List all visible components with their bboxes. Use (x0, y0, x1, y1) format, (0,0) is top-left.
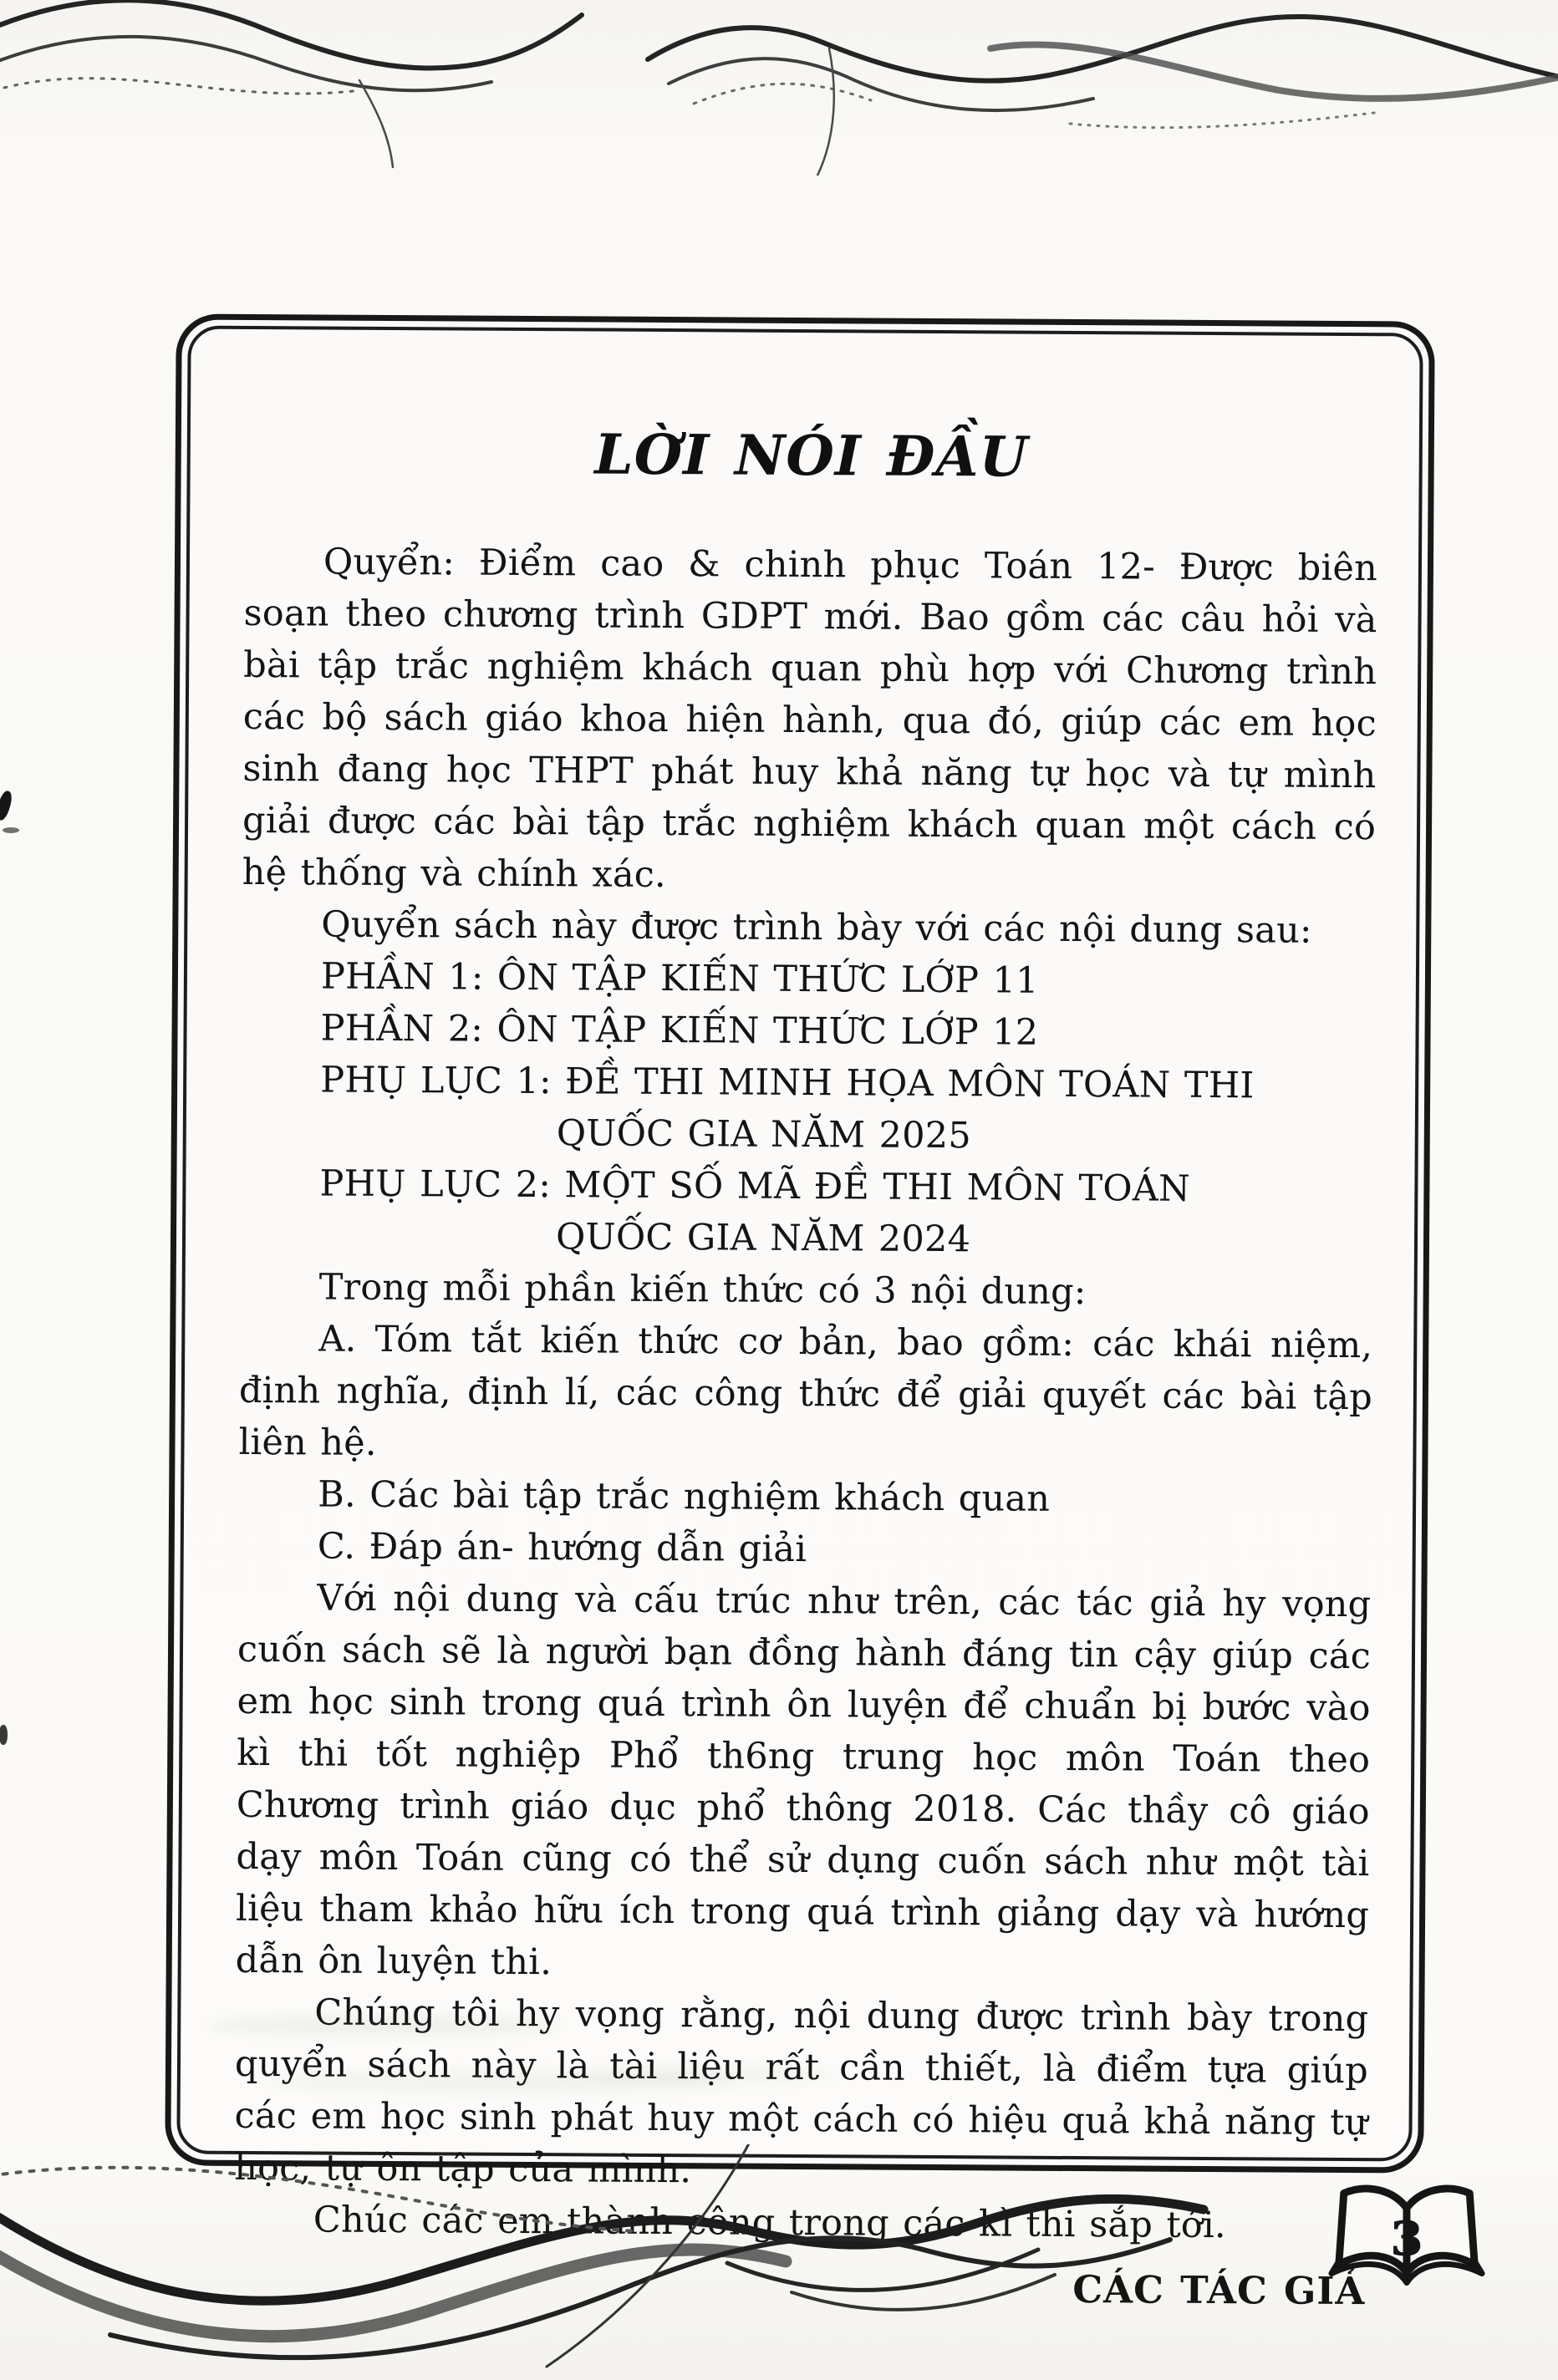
paragraph-closing-3: Chúc các em thành công trong các kì thi sắp tới. (313, 2199, 1226, 2247)
bleed-through-artifact (209, 2016, 560, 2036)
paragraph-closing-2: Chúng tôi hy vọng rằng, nội dung được trình bày trong quyển sách này là tài liệu rất cần thiết, là điểm tựa giúp các em học sinh phát huy một cách có hiệu quả khả năng tự học, tự ôn tập của mình. (234, 1991, 1369, 2192)
list-item-b: B. Các bài tập trắc nghiệm khách quan (318, 1473, 1051, 1520)
list-item-c: C. Đáp án- hướng dẫn giải (317, 1525, 807, 1571)
page-border-frame (165, 313, 1435, 2314)
paragraph-closing-1: Với nội dung và cấu trúc như trên, các tác giả hy vọng cuốn sách sẽ là người bạn đồng hành đáng tin cậy giúp các em học sinh trong quá trình ôn luyện để chuẩn bị bước vào kì thi tốt nghiệp Phổ th6ng trung học môn Toán theo Chương trình giáo dục phổ thông 2018. Các thầy cô giáo dạy môn Toán cũng có thể sử dụng cuốn sách như một tài liệu tham khảo hữu ích trong quá trình giảng dạy và hướng dẫn ôn luyện thi. (235, 1577, 1372, 1984)
toc-item-phu-luc-2-continuation: QUỐC GIA NĂM 2024 (555, 1216, 971, 1261)
bottom-wave-ornament (0, 2144, 1356, 2380)
paragraph-structure-intro: Trong mỗi phần kiến thức có 3 nội dung: (318, 1266, 1087, 1314)
scan-speck (0, 790, 14, 821)
open-book-icon (1324, 2168, 1489, 2311)
toc-item-phu-luc-1: PHỤ LỤC 1: ĐỀ THI MINH HỌA MÔN TOÁN THI (320, 1059, 1255, 1107)
scan-speck (0, 1725, 8, 1745)
scan-speck (3, 827, 19, 833)
toc-item-phu-luc-1-continuation: QUỐC GIA NĂM 2025 (556, 1112, 972, 1157)
page-title: LỜI NÓI ĐẦU (594, 421, 1029, 490)
page-number: 3 (1390, 2211, 1423, 2266)
list-item-a: A. Tóm tắt kiến thức cơ bản, bao gồm: các khái niệm, định nghĩa, định lí, các công thức để giải quyết các bài tập liên hệ. (238, 1318, 1373, 1464)
paragraph-contents-intro: Quyển sách này được trình bày với các nội dung sau: (321, 903, 1312, 952)
bleed-through-artifact (585, 2066, 836, 2084)
toc-item-phu-luc-2: PHỤ LỤC 2: MỘT SỐ MÃ ĐỀ THI MÔN TOÁN (319, 1162, 1191, 1210)
top-wave-ornament (0, 0, 1558, 175)
authors-signature: CÁC TÁC GIẢ (1072, 2267, 1366, 2314)
toc-item-phan-2: PHẦN 2: ÔN TẬP KIẾN THỨC LỚP 12 (320, 1007, 1039, 1054)
toc-item-phan-1: PHẦN 1: ÔN TẬP KIẾN THỨC LỚP 11 (320, 955, 1039, 1002)
paragraph-intro: Quyển: Điểm cao & chinh phục Toán 12- Được biên soạn theo chương trình GDPT mới. Bao gồm các câu hỏi và bài tập trắc nghiệm khách quan phù hợp với Chương trình các bộ sách giáo khoa hiện hành, qua đó, giúp các em học sinh đang học THPT phát huy khả năng tự học và tự mình giải được các bài tập trắc nghiệm khách quan một cách có hệ thống và chính xác. (242, 541, 1378, 897)
